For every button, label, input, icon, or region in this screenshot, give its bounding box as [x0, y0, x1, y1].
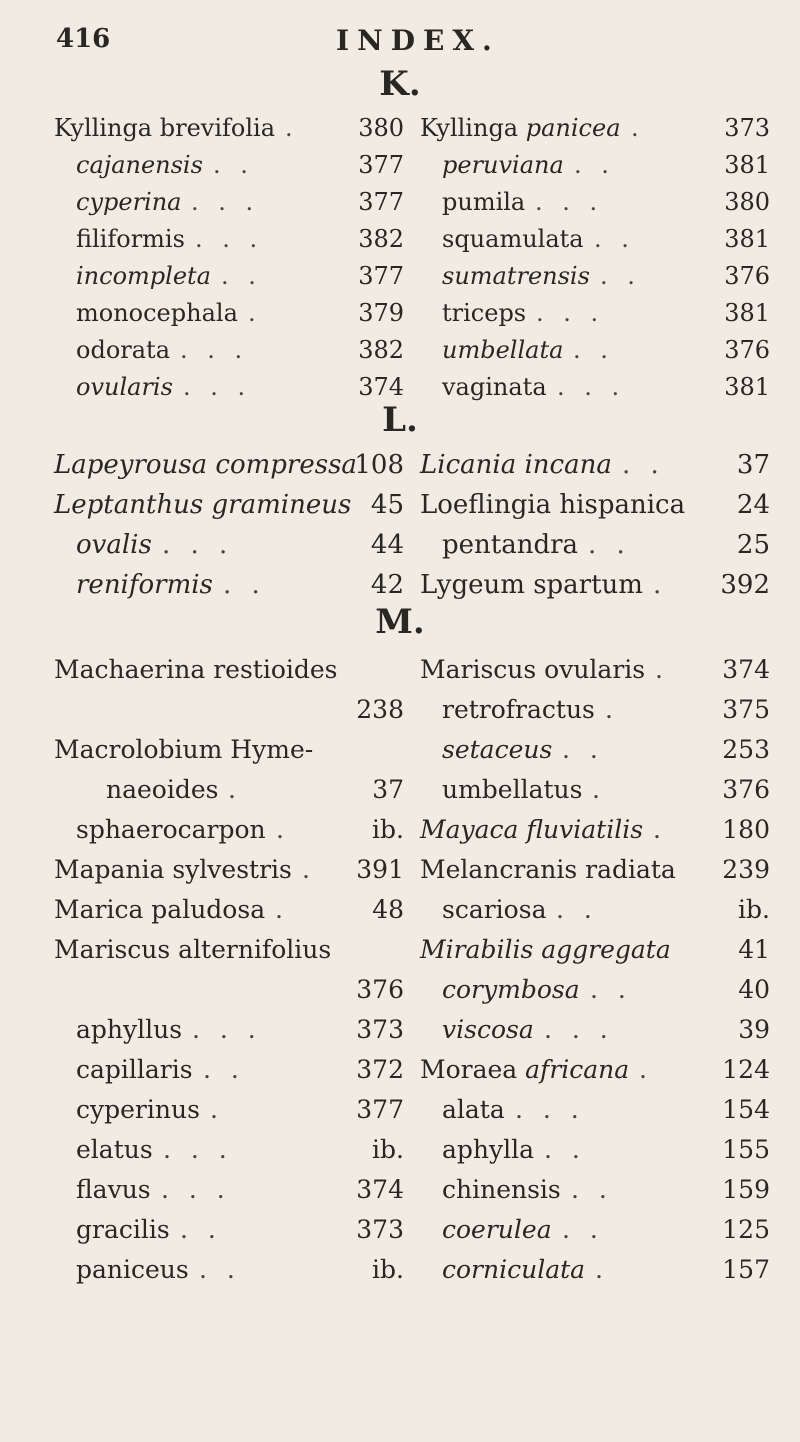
index-entry [420, 332, 776, 369]
page-ref: 45 [370, 490, 404, 520]
index-entry [54, 110, 410, 147]
index-entry [420, 221, 776, 258]
page-ref: 125 [722, 1215, 770, 1244]
page-ref: 376 [722, 775, 770, 804]
leader-dots: . [653, 570, 668, 600]
index-column-left [54, 110, 410, 406]
index-term: Melancranis radiata [420, 855, 676, 884]
index-term: elatus [76, 1135, 153, 1164]
leader-dots: . [595, 1255, 609, 1284]
index-term: cajanensis [76, 151, 203, 179]
leader-dots: . . . [535, 188, 604, 216]
index-term: Kyllinga panicea [420, 114, 621, 142]
index-term: corymbosa [442, 975, 580, 1004]
index-term: Mariscus alternifolius [54, 935, 332, 964]
page-ref: 180 [722, 815, 770, 844]
index-term: alata [442, 1095, 505, 1124]
page-ref: 41 [738, 935, 770, 964]
leader-dots: . . [590, 975, 632, 1004]
index-term: Marica paludosa [54, 895, 266, 924]
leader-dots: . . . [557, 373, 626, 401]
leader-dots: . . . [195, 225, 264, 253]
leader-dots: . . [544, 1135, 586, 1164]
index-entry [54, 1210, 410, 1250]
index-term: odorata [76, 336, 170, 364]
index-term: aphyllus [76, 1015, 183, 1044]
page-ref: 24 [736, 490, 770, 520]
index-entry [420, 1170, 776, 1210]
leader-dots: . . [180, 1215, 222, 1244]
index-entry [54, 1050, 410, 1090]
page-ref: 376 [724, 262, 770, 290]
index-entry [420, 525, 776, 565]
section-letter: K. [379, 64, 421, 104]
page-ref: 376 [356, 975, 404, 1004]
section-letter: M. [375, 602, 425, 642]
leader-dots: . . . [161, 1175, 231, 1204]
index-entry [54, 332, 410, 369]
page-ref: 37 [372, 775, 404, 804]
page-ref: 381 [724, 151, 770, 179]
index-entry [54, 850, 410, 890]
index-entry [54, 184, 410, 221]
index-entry [420, 1010, 776, 1050]
index-entry [54, 810, 410, 850]
leader-dots: . . [562, 1215, 604, 1244]
page-ref: 379 [358, 299, 404, 327]
index-entry [54, 1010, 410, 1050]
index-term: setaceus [442, 735, 553, 764]
index-column-right [420, 445, 776, 605]
leader-dots: . [639, 1055, 653, 1084]
index-column-left [54, 445, 410, 605]
page-ref: 391 [356, 855, 404, 884]
leader-dots: . [275, 895, 289, 924]
index-entry [420, 930, 776, 970]
leader-dots: . . [203, 1055, 245, 1084]
leader-dots: . . . [536, 299, 605, 327]
index-term: gracilis [76, 1215, 170, 1244]
leader-dots: . . [573, 336, 614, 364]
index-term: monocephala [76, 299, 238, 327]
index-entry [420, 445, 776, 485]
index-term: scariosa [442, 895, 547, 924]
index-entry [54, 485, 410, 525]
index-term: cyperina [76, 188, 182, 216]
leader-dots: . . [571, 1175, 613, 1204]
index-term: reniformis [76, 570, 213, 600]
index-term: Mirabilis aggregata [420, 935, 671, 964]
leader-dots: . [276, 815, 290, 844]
page-ref: 392 [720, 570, 770, 600]
leader-dots: . . [588, 530, 631, 560]
page-ref: 376 [724, 336, 770, 364]
page-ref: 382 [358, 225, 404, 253]
leader-dots: . . . [163, 1135, 233, 1164]
leader-dots: . [285, 114, 299, 142]
index-term: Mayaca fluviatilis [420, 815, 644, 844]
index-entry [420, 650, 776, 690]
index-term: Mapania sylvestris [54, 855, 292, 884]
index-entry [420, 810, 776, 850]
index-entry [420, 147, 776, 184]
page-ref: 39 [738, 1015, 770, 1044]
page-ref: 37 [736, 450, 770, 480]
page-ref: ib. [372, 1135, 404, 1164]
index-entry [54, 565, 410, 605]
leader-dots: . . [574, 151, 615, 179]
page-ref: 40 [738, 975, 770, 1004]
leader-dots: . [302, 855, 316, 884]
page-ref: 374 [358, 373, 404, 401]
page-ref: 373 [724, 114, 770, 142]
index-term: retrofractus [442, 695, 595, 724]
page-ref: 377 [358, 151, 404, 179]
index-term: flavus [76, 1175, 151, 1204]
index-entry [54, 650, 410, 690]
page-ref: ib. [372, 1255, 404, 1284]
leader-dots: . . . [544, 1015, 614, 1044]
leader-dots: . . [556, 895, 598, 924]
page-ref: 380 [724, 188, 770, 216]
page-ref: 124 [722, 1055, 770, 1084]
leader-dots: . . . [183, 373, 252, 401]
page-ref: 381 [724, 373, 770, 401]
index-term: Macrolobium Hyme- [54, 735, 314, 764]
leader-dots: . . . [191, 188, 260, 216]
page-ref: 374 [356, 1175, 404, 1204]
page-ref: 157 [722, 1255, 770, 1284]
index-entry [54, 970, 410, 1010]
page-ref: 373 [356, 1015, 404, 1044]
page-ref: 372 [356, 1055, 404, 1084]
index-entry [54, 1090, 410, 1130]
index-entry [54, 1250, 410, 1290]
index-term: aphylla [442, 1135, 535, 1164]
index-term: Lygeum spartum [420, 570, 643, 600]
page-ref: 238 [356, 695, 404, 724]
index-entry [54, 890, 410, 930]
index-term: sphaerocarpon [76, 815, 266, 844]
index-term: Kyllinga brevifolia [54, 114, 276, 142]
page-ref: ib. [738, 895, 770, 924]
index-entry [54, 258, 410, 295]
index-term: vaginata [442, 373, 547, 401]
index-term: pentandra [442, 530, 579, 560]
page-ref: 377 [358, 188, 404, 216]
page-ref: 42 [370, 570, 404, 600]
page-ref: 108 [354, 450, 404, 480]
page-ref: 375 [722, 695, 770, 724]
index-term: triceps [442, 299, 527, 327]
index-term: umbellatus [442, 775, 583, 804]
index-term: Moraea africana [420, 1055, 630, 1084]
index-entry [420, 1090, 776, 1130]
index-entry [54, 147, 410, 184]
leader-dots: . . [223, 570, 266, 600]
index-entry [420, 890, 776, 930]
index-term: ovularis [76, 373, 173, 401]
leader-dots: . . [594, 225, 635, 253]
index-entry [54, 525, 410, 565]
index-term: pumila [442, 188, 526, 216]
leader-dots: . . . [180, 336, 249, 364]
page-ref: 239 [722, 855, 770, 884]
page-ref: 377 [358, 262, 404, 290]
index-entry [54, 1170, 410, 1210]
index-entry [54, 690, 410, 730]
index-entry [420, 110, 776, 147]
leader-dots: . [653, 815, 667, 844]
index-term: peruviana [442, 151, 564, 179]
index-entry [420, 184, 776, 221]
index-entry [420, 1250, 776, 1290]
index-entry [420, 970, 776, 1010]
page-ref: 380 [358, 114, 404, 142]
page-header [36, 14, 764, 57]
leader-dots: . . [199, 1255, 241, 1284]
page-ref: 155 [722, 1135, 770, 1164]
page-ref: ib. [372, 815, 404, 844]
index-entry [420, 770, 776, 810]
page-ref: 253 [722, 735, 770, 764]
index-term: cyperinus [76, 1095, 200, 1124]
index-term: Licania incana [420, 450, 612, 480]
running-head: INDEX. [336, 24, 500, 57]
index-entry [420, 295, 776, 332]
index-entry [420, 1130, 776, 1170]
section-letter: L. [382, 400, 418, 440]
leader-dots: . [592, 775, 606, 804]
index-term: Lapeyrousa compressa [54, 450, 357, 480]
leader-dots: . [210, 1095, 224, 1124]
index-entry [54, 221, 410, 258]
leader-dots: . [605, 695, 619, 724]
leader-dots: . . . [515, 1095, 585, 1124]
page-ref: 48 [372, 895, 404, 924]
index-entry [54, 930, 410, 970]
leader-dots: . . [622, 450, 665, 480]
index-term: chinensis [442, 1175, 561, 1204]
index-entry [420, 485, 776, 525]
index-term: Machaerina restioides [54, 655, 338, 684]
page-ref: 381 [724, 299, 770, 327]
index-column-left [54, 650, 410, 1290]
index-entry [420, 690, 776, 730]
page-ref: 154 [722, 1095, 770, 1124]
index-entry [420, 850, 776, 890]
index-term: squamulata [442, 225, 584, 253]
index-term: viscosa [442, 1015, 534, 1044]
index-entry [54, 445, 410, 485]
index-term: Mariscus ovularis [420, 655, 646, 684]
leader-dots: . [248, 299, 262, 327]
leader-dots: . . [221, 262, 262, 290]
index-term: capillaris [76, 1055, 193, 1084]
index-entry [420, 1210, 776, 1250]
page-ref: 377 [356, 1095, 404, 1124]
index-term: paniceus [76, 1255, 189, 1284]
leader-dots: . [631, 114, 645, 142]
index-term: coerulea [442, 1215, 552, 1244]
index-column-right [420, 650, 776, 1290]
index-entry [420, 258, 776, 295]
index-term: umbellata [442, 336, 564, 364]
page-ref: 159 [722, 1175, 770, 1204]
page-number: 416 [56, 24, 111, 54]
leader-dots: . . [562, 735, 604, 764]
index-entry [420, 565, 776, 605]
page-ref: 382 [358, 336, 404, 364]
index-term: Loeflingia hispanica [420, 490, 686, 520]
leader-dots: . . [213, 151, 254, 179]
index-entry [54, 1130, 410, 1170]
leader-dots: . . . [192, 1015, 262, 1044]
index-term: ovalis [76, 530, 152, 560]
leader-dots: . . [600, 262, 641, 290]
index-term: Leptanthus gramineus [54, 490, 352, 520]
page-ref: 373 [356, 1215, 404, 1244]
page-ref: 25 [736, 530, 770, 560]
index-column-right [420, 110, 776, 406]
leader-dots: . . . [162, 530, 234, 560]
index-entry [420, 1050, 776, 1090]
index-term: incompleta [76, 262, 211, 290]
index-term: corniculata [442, 1255, 586, 1284]
index-term: naeoides [106, 775, 219, 804]
index-term: sumatrensis [442, 262, 590, 290]
index-term: filiformis [76, 225, 185, 253]
index-entry [54, 730, 410, 770]
leader-dots: . [655, 655, 669, 684]
index-entry [54, 295, 410, 332]
page-ref: 374 [722, 655, 770, 684]
page-ref: 44 [370, 530, 404, 560]
leader-dots: . [228, 775, 242, 804]
page-ref: 381 [724, 225, 770, 253]
index-entry [420, 730, 776, 770]
index-entry [54, 770, 410, 810]
